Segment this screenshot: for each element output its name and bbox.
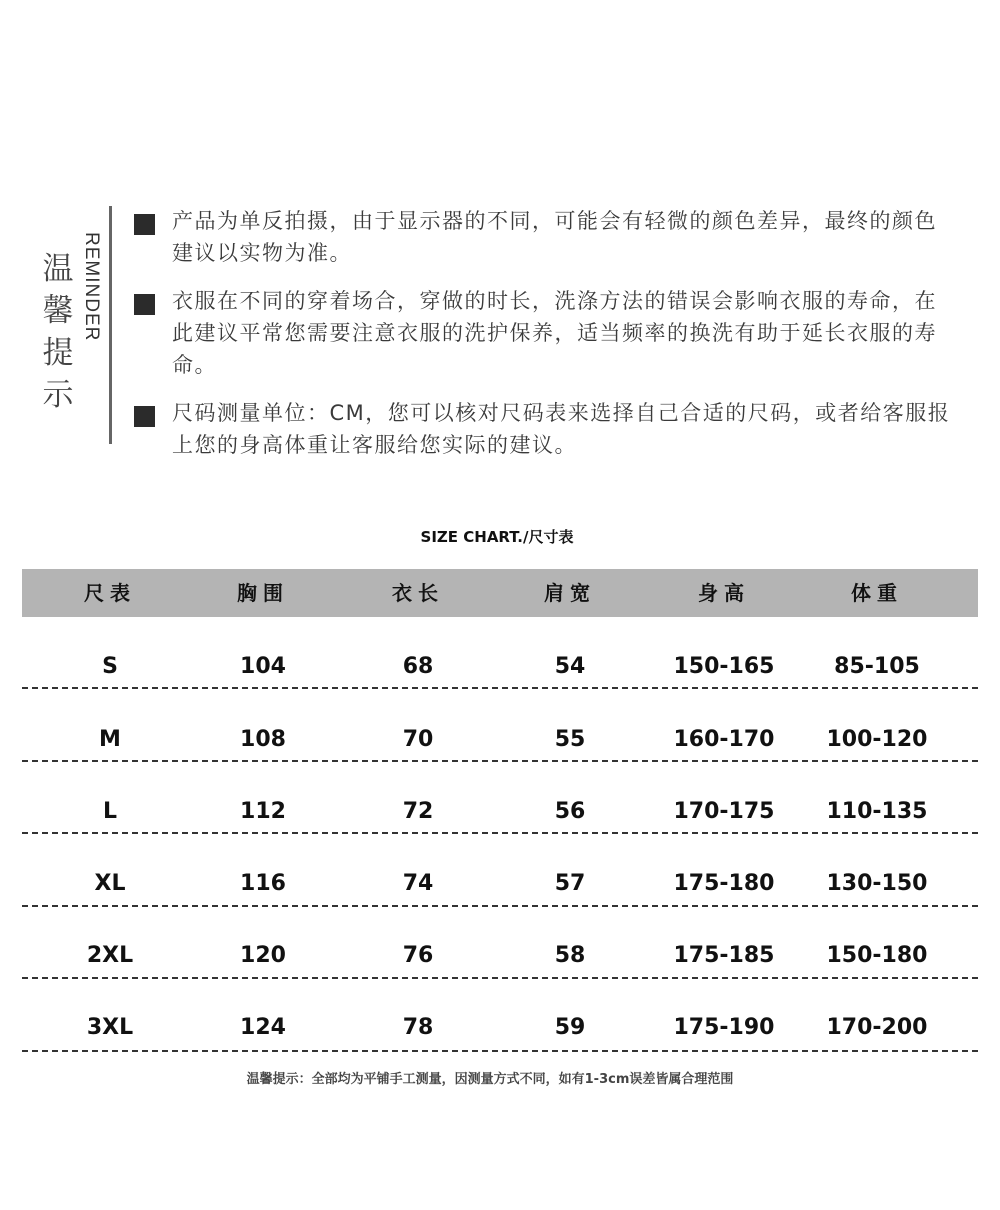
length-cell: 70: [402, 727, 434, 752]
weight-cell: 130-150: [826, 871, 928, 896]
reminder-title-en: REMINDER: [81, 232, 102, 342]
reminder-char: 温: [42, 251, 74, 287]
row-divider: [22, 977, 978, 979]
height-cell: 170-175: [673, 799, 775, 824]
length-cell: 78: [402, 1015, 434, 1040]
height-cell: 175-180: [673, 871, 775, 896]
length-cell: 74: [402, 871, 434, 896]
weight-cell: 170-200: [826, 1015, 928, 1040]
chest-cell: 116: [240, 871, 286, 896]
reminder-char: 提: [42, 335, 74, 371]
size-cell: M: [99, 727, 121, 752]
note-item: [134, 205, 954, 269]
row-divider: [22, 760, 978, 762]
size-chart-title: SIZE CHART./尺寸表: [420, 528, 574, 546]
reminder-char: 示: [42, 377, 74, 413]
row-divider: [22, 1050, 978, 1052]
height-cell: 160-170: [673, 727, 775, 752]
note-item: [134, 285, 954, 381]
length-cell: 68: [402, 654, 434, 679]
weight-cell: 85-105: [834, 654, 920, 679]
header-cell: 胸围: [237, 581, 289, 605]
table-row: [0, 854, 1000, 926]
weight-cell: 150-180: [826, 943, 928, 968]
reminder-title-cn: [38, 248, 78, 416]
row-divider: [22, 832, 978, 834]
table-row: [0, 637, 1000, 709]
measurement-footnote: 温馨提示：全部均为平铺手工测量，因测量方式不同，如有1-3cm误差皆属合理范围: [246, 1072, 734, 1087]
table-row: [0, 710, 1000, 782]
note-item: [134, 397, 954, 461]
row-divider: [22, 905, 978, 907]
shoulder-cell: 54: [554, 654, 586, 679]
note-text: 产品为单反拍摄，由于显示器的不同，可能会有轻微的颜色差异，最终的颜色建议以实物为准。: [172, 209, 937, 265]
note-text: 尺码测量单位：CM，您可以核对尺码表来选择自己合适的尺码，或者给客服报上您的身高体重让客服给您实际的建议。: [172, 401, 951, 457]
height-cell: 175-185: [673, 943, 775, 968]
header-cell: 身高: [698, 581, 750, 605]
shoulder-cell: 56: [554, 799, 586, 824]
reminder-divider: [109, 206, 112, 444]
table-row: [0, 782, 1000, 854]
size-cell: 3XL: [86, 1015, 134, 1040]
size-cell: L: [102, 799, 118, 824]
shoulder-cell: 59: [554, 1015, 586, 1040]
shoulder-cell: 57: [554, 871, 586, 896]
size-cell: S: [102, 654, 118, 679]
size-cell: XL: [94, 871, 126, 896]
reminder-char: 馨: [42, 293, 74, 329]
header-cell: 体重: [851, 581, 903, 605]
shoulder-cell: 55: [554, 727, 586, 752]
size-cell: 2XL: [86, 943, 134, 968]
chest-cell: 120: [240, 943, 286, 968]
reminder-notes: [134, 205, 954, 477]
table-row: [0, 998, 1000, 1070]
square-bullet-icon: [134, 214, 155, 235]
chest-cell: 108: [240, 727, 286, 752]
row-divider: [22, 687, 978, 689]
header-cell: 尺表: [84, 581, 136, 605]
height-cell: 150-165: [673, 654, 775, 679]
chest-cell: 112: [240, 799, 286, 824]
chest-cell: 104: [240, 654, 286, 679]
header-cell: 衣长: [392, 581, 444, 605]
square-bullet-icon: [134, 406, 155, 427]
square-bullet-icon: [134, 294, 155, 315]
header-cell: 肩宽: [544, 581, 596, 605]
height-cell: 175-190: [673, 1015, 775, 1040]
length-cell: 72: [402, 799, 434, 824]
size-chart-header: [22, 569, 978, 617]
chest-cell: 124: [240, 1015, 286, 1040]
shoulder-cell: 58: [554, 943, 586, 968]
note-text: 衣服在不同的穿着场合，穿做的时长，洗涤方法的错误会影响衣服的寿命，在此建议平常您需要注意衣服的洗护保养，适当频率的换洗有助于延长衣服的寿命。: [172, 289, 937, 377]
table-row: [0, 926, 1000, 998]
weight-cell: 100-120: [826, 727, 928, 752]
length-cell: 76: [402, 943, 434, 968]
weight-cell: 110-135: [826, 799, 928, 824]
